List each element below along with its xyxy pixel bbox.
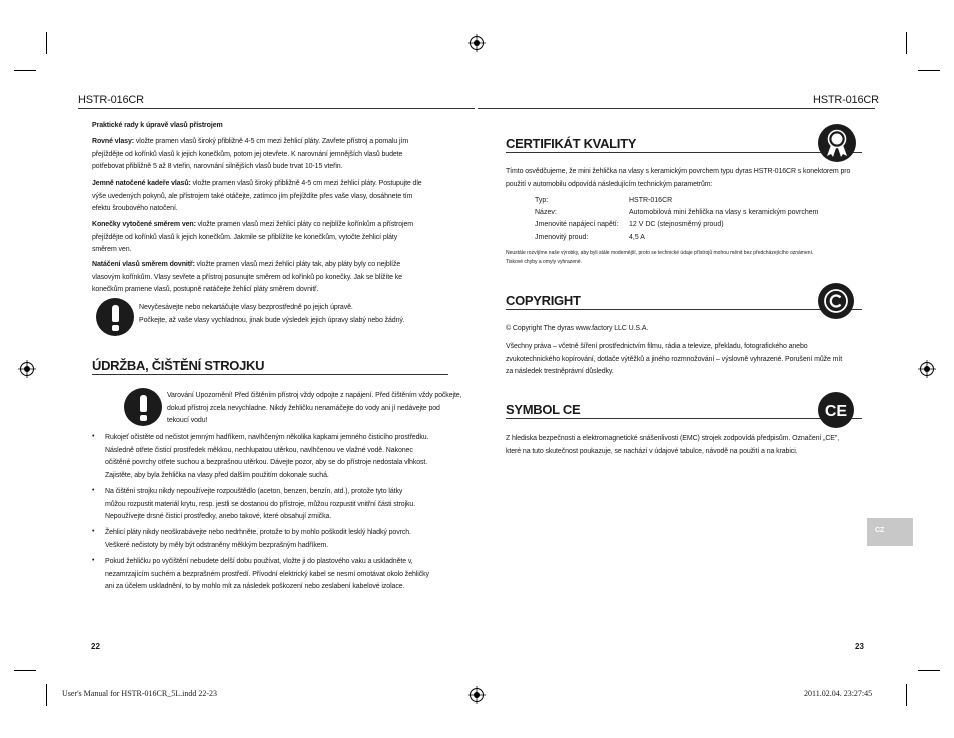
ce-mark-icon — [817, 391, 855, 429]
tip-outward: Konečky vytočené směrem ven: vložte pramen vlasů mezi žehlicí pláty co nejblíže kořínkům a přístrojem přejíždějte od kořínků vlasů k jejich konečkům. Jakmile se přiblížíte ke konečkům, vytočte žehlicí pláty směrem ven. — [92, 221, 413, 253]
bullet-marker: • — [92, 487, 95, 494]
tips-title: Praktické rady k úpravě vlasů přístrojem — [92, 122, 223, 129]
spec-note: Neustále rozvíjíme naše výrobky, aby byli stále modernější, proto se technické údaje přístrojů mohou měnit bez předcházejícího oznámení. Tiskové chyby a omyly vyhrazené. — [506, 250, 814, 265]
header-rule-left — [78, 108, 475, 109]
heading-maintenance: ÚDRŽBA, ČIŠTĚNÍ STROJKU — [92, 358, 265, 373]
page-number-left: 22 — [91, 642, 100, 651]
rights-text: Všechny práva – včetně šíření prostřednictvím filmu, rádia a televize, překladu, fotografického anebo zvukotechnického kopírování, dotlače výtěžků a jiného rozmnožování – výslovně vyhrazené. Porušení může mít za následek trestněprávní důsledky. — [506, 343, 843, 375]
header-rule-right — [478, 108, 875, 109]
bullet-handle: Rukojeť očistěte od nečistot jemným hadříkem, navlhčeným několika kapkami jemného čisticího prostředku. Následně otřete čisticí prostředek měkkou, nechlupatou utěrkou, navlhčenou ve vlažné vodě. Nakonec očištěné povrchy otřete suchou a bezprašnou utěrkou. Dávejte pozor, aby se do přístroje nedostala vlhkost. Zajistěte, aby byla žehlička na vlasy před dalším použitím dokonale suchá. — [105, 434, 429, 479]
registration-mark-icon — [468, 686, 486, 704]
crop-mark — [918, 70, 940, 71]
footer-file: User's Manual for HSTR-016CR_5L.indd 22-23 — [62, 689, 217, 698]
bullet-storage: Pokud žehličku po vyčištění nebudete delší dobu používat, vložte ji do plastového vaku a uskladněte v, nezamrzajícím suchém a bezprašném prostředí. Přívodní elektrický kabel se nesmí omotávat okolo žehličky ani za účelem uskladnění, to by mohlo mít za následek poškození nebo zeslabení kabelové izolace. — [105, 558, 429, 590]
footer-date: 2011.02.04. 23:27:45 — [804, 689, 873, 698]
bullet-solvents: Na čištění strojku nikdy nepoužívejte rozpouštědlo (aceton, benzen, benzín, atd.), protože tyto látky můžou rozpustit materiál krytu, resp. jestli se dostanou do přístroje, můžou rozpustit vnitřní části strojku. Nepoužívejte drsné čisticí prostředky, anebo takové, které obsahují zrnička. — [105, 488, 416, 520]
spec-label: Název: — [535, 209, 557, 216]
tip-straight: Rovné vlasy: vložte pramen vlasů široký přibližně 4-5 cm mezi žehlicí pláty. Zavřete přístroj a pomalu jím přejíždějte od kořínků vlasů k jejich konečkům, potom jej otevřete. K narovnání jemnějších vlasů budete potřebovat přibližně 5 až 8 vteřin, narovnání silnějších vlasů bude trvat 10-15 vteřin. — [92, 138, 409, 170]
warning-icon — [96, 298, 134, 336]
tip-curls: Jemně natočené kadeře vlasů: vložte pramen vlasů široký přibližně 4-5 cm mezi žehlicí pláty. Postupujte dle výše uvedených pokynů, ale přístrojem také otáčejte, zatímco jím přejíždíte přes vaše vlasy, dosáhnete tím efektu šroubového natočení. — [92, 180, 422, 212]
bullet-marker: • — [92, 433, 95, 440]
crop-mark — [906, 32, 907, 54]
registration-mark-icon — [918, 360, 936, 378]
heading-rule — [506, 418, 862, 419]
copyright-line: © Copyright The dyras www.factory LLC U.S.A. — [506, 325, 649, 332]
model-header-right: HSTR-016CR — [813, 94, 879, 106]
warning-icon — [124, 388, 162, 426]
heading-rule — [506, 309, 862, 310]
quality-award-icon — [817, 123, 857, 163]
page-number-right: 23 — [855, 642, 864, 651]
spec-label: Typ: — [535, 197, 549, 204]
spec-value: 12 V DC (stejnosměrný proud) — [629, 221, 724, 228]
spec-label: Jmenovitý proud: — [535, 234, 589, 241]
language-tab: CZ — [867, 518, 913, 546]
crop-mark — [46, 684, 47, 706]
crop-mark — [46, 32, 47, 54]
crop-mark — [906, 684, 907, 706]
certificate-text: Tímto osvědčujeme, že mini žehlička na vlasy s keramickým povrchem typu dyras HSTR-016CR s konektorem pro použití v automobilu odpovídá následujícím technickým parametrům: — [506, 168, 851, 188]
bullet-marker: • — [92, 528, 95, 535]
crop-mark — [918, 670, 940, 671]
heading-copyright: COPYRIGHT — [506, 293, 581, 308]
heading-certificate: CERTIFIKÁT KVALITY — [506, 136, 637, 151]
crop-mark — [14, 70, 36, 71]
crop-mark — [14, 670, 36, 671]
registration-mark-icon — [468, 34, 486, 52]
bullet-marker: • — [92, 557, 95, 564]
warning-cleaning: Varování Upozornění! Před čištěním přístroj vždy odpojte z napájení. Před čištěním vždy počkejte, dokud přístroj zcela nevychladne. Nikdy žehličku nenamáčejte do vody ani jí nedávejte pod tekoucí vodu! — [167, 392, 462, 424]
ce-text: Z hlediska bezpečnosti a elektromagnetické snášenlivosti (EMC) strojek zodpovídá předpisům. Označení „CE", které na tuto skutečnost poukazuje, se nachází v údajové tabulce, návodě na použití a na krabici. — [506, 435, 840, 455]
bullet-plates: Žehlicí pláty nikdy neoškrabávejte nebo nedrhněte, protože to by mohlo poškodit lesklý hladký povrch. Veškeré nečistoty by měly být odstraněny měkkým bezprašným hadříkem. — [105, 529, 411, 549]
tip-inward: Natáčení vlasů směrem dovnitř: vložte pramen vlasů mezi žehlicí pláty tak, aby pláty byly co nejblíže vlasovým kořínkům. Vlasy sevřete a přístroj posunujte směrem od kořínků po konečky. Jak se blížíte ke konečkům pramene vlasů, postupně natáčejte žehlicí pláty směrem dovnitř. — [92, 261, 402, 293]
spec-value: Automobilová mini žehlička na vlasy s keramickým povrchem — [629, 209, 819, 216]
copyright-icon — [817, 282, 855, 320]
registration-mark-icon — [18, 360, 36, 378]
spec-value: HSTR-016CR — [629, 197, 673, 204]
spec-value: 4,5 A — [629, 234, 645, 241]
model-header-left: HSTR-016CR — [78, 94, 144, 106]
heading-rule — [506, 152, 862, 153]
svg-text:CE: CE — [824, 403, 848, 420]
warning-styling: Nevyčesávejte nebo nekartáčujte vlasy bezprostředně po jejich úpravě. Počkejte, až vaše vlasy vychladnou, jinak bude výsledek jejich úpravy slabý nebo žádný. — [139, 304, 405, 324]
heading-rule — [92, 374, 448, 375]
heading-ce: SYMBOL CE — [506, 402, 581, 417]
spec-label: Jmenovité napájecí napětí: — [535, 221, 619, 228]
